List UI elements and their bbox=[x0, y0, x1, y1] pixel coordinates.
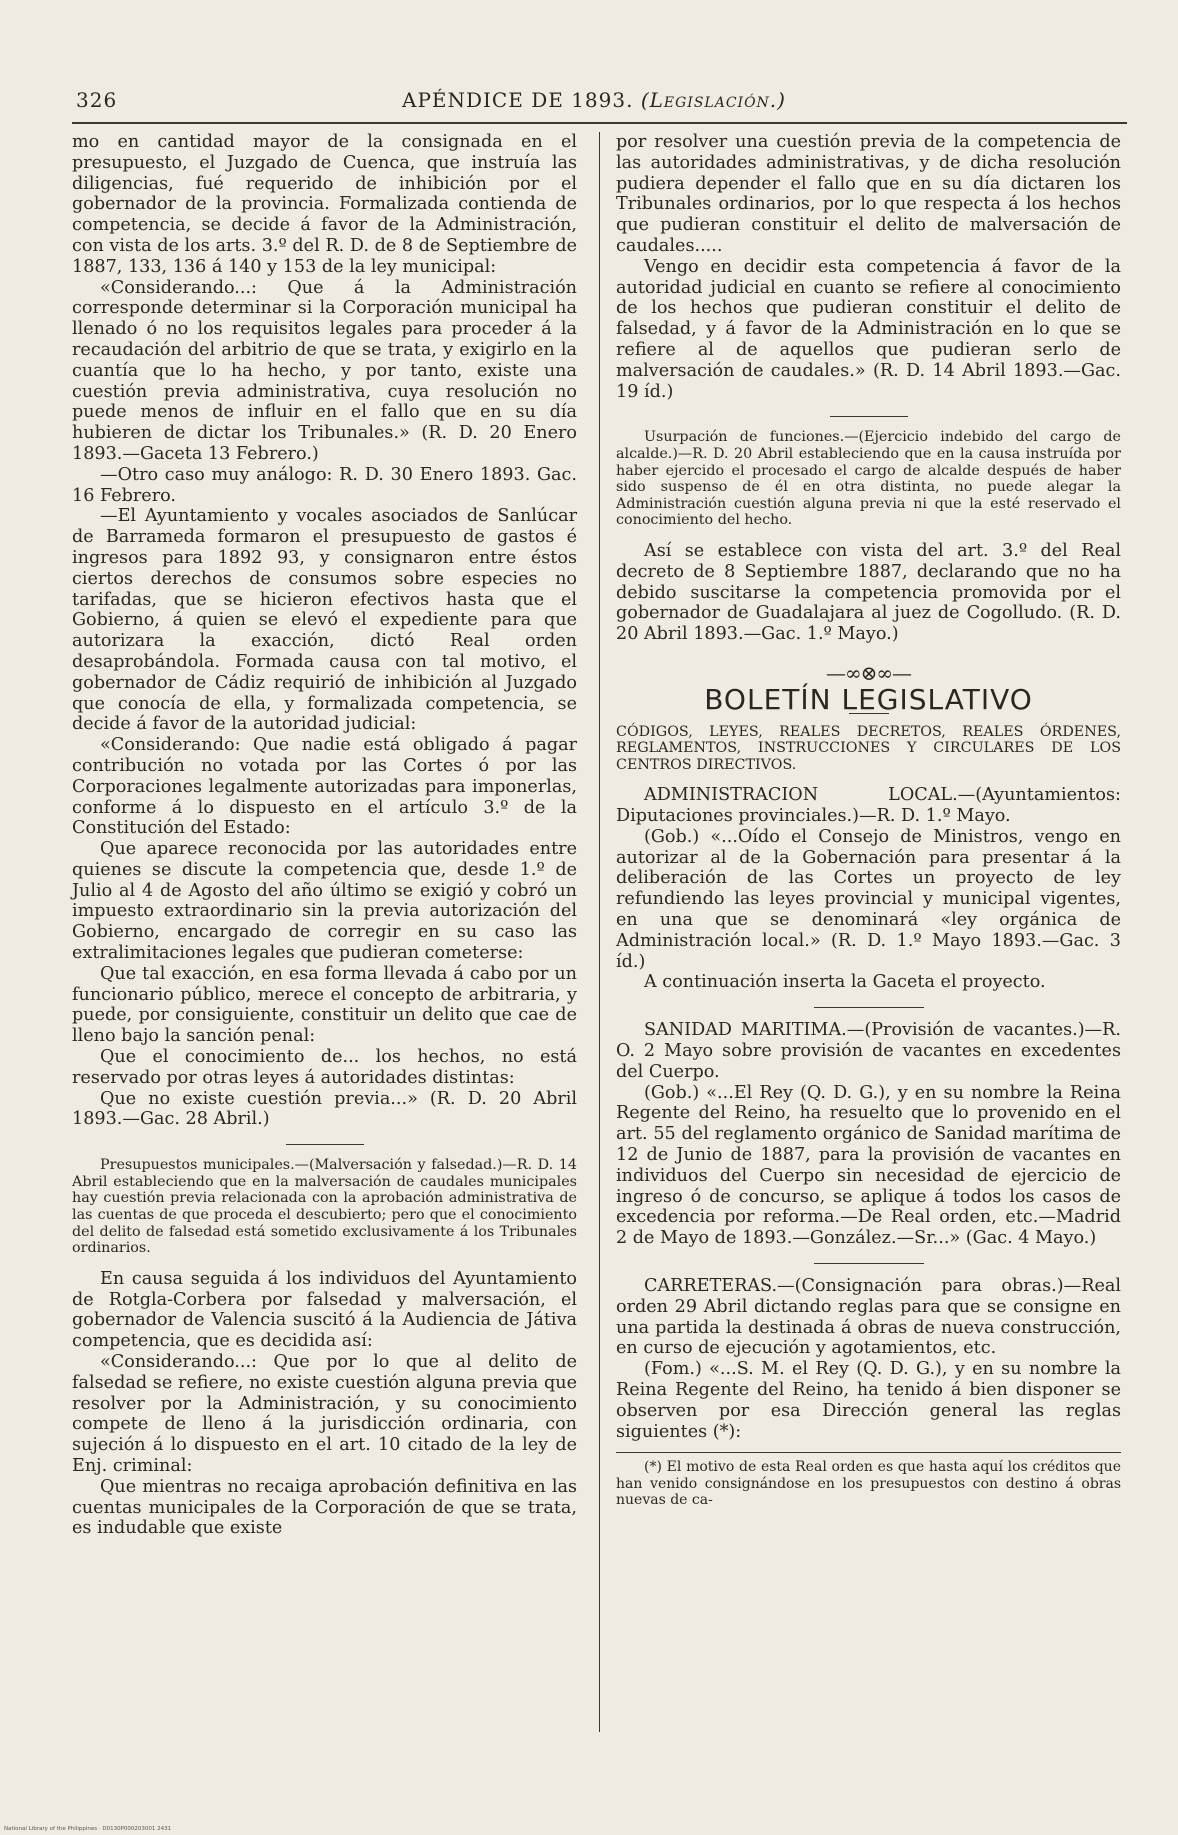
paragraph: A continuación inserta la Gaceta el proyecto. bbox=[644, 972, 1046, 993]
section-summary: Presupuestos municipales.—(Malversación y falsedad.)—R. D. 14 Abril estableciendo que en la malversación de caudales municipales hay cuestión previa relacionada con la aprobación administrativa de las cuentas de que proceda el descubierto; pero que el conocimiento del delito de falsedad está sometido exclusivamente á los Tribunales ordinarios. bbox=[72, 1157, 577, 1257]
page-header bbox=[72, 82, 1127, 124]
paragraph: Que mientras no recaiga aprobación definitiva en las cuentas municipales de la Corporación de que se trata, es indudable que existe bbox=[72, 1476, 577, 1539]
paragraph: «Considerando...: Que á la Administración corresponde determinar si la Corporación municipal ha llenado ó no los requisitos legales para proceder á la recaudación del arbitrio de que se trata, y exigirlo en la cuantía que lo ha hecho, y por tanto, existe una cuestión previa administrativa, cuya resolución no puede menos de influir en el fallo que en su día hubieren de dictar los Tribunales.» (R. D. 20 Enero 1893.—Gaceta 13 Febrero.) bbox=[72, 277, 577, 464]
section-divider bbox=[814, 1263, 924, 1264]
page-number: 326 bbox=[76, 88, 118, 112]
entry-heading: CARRETERAS.—(Consignación para obras.)—Real orden 29 Abril dictando reglas para que se consigne en una partida la destinada á obras de nueva construcción, en curso de ejecución y agotamientos, etc. bbox=[616, 1276, 1121, 1359]
paragraph: Que tal exacción, en esa forma llevada á cabo por un funcionario público, merece el concepto de arbitraria, y puede, por consiguiente, constituir un delito que cae de lleno bajo la sanción penal: bbox=[72, 963, 577, 1047]
scan-label: National Library of the Philippines · D0130P000203001 2431 bbox=[4, 1826, 172, 1832]
running-title bbox=[402, 88, 786, 112]
right-column bbox=[616, 132, 1121, 1509]
paragraph: Que el conocimiento de... los hechos, no está reservado por otras leyes á autoridades distintas: bbox=[72, 1047, 577, 1088]
section-subtitle: CÓDIGOS, LEYES, REALES DECRETOS, REALES ÓRDENES, REGLAMENTOS, INSTRUCCIONES Y CIRCULARES DE LOS CENTROS DIRECTIVOS. bbox=[616, 723, 1121, 773]
paragraph: «Considerando...: Que por lo que al delito de falsedad se refiere, no existe cuestión alguna previa que resolver por la Administración, y su conocimiento compete de lleno á la jurisdicción ordinaria, con sujeción á lo dispuesto en el art. 10 citado de la ley de Enj. criminal: bbox=[72, 1352, 577, 1476]
footnote-rule bbox=[616, 1452, 1121, 1453]
section-summary: Usurpación de funciones.—(Ejercicio indebido del cargo de alcalde.)—R. D. 20 Abril estableciendo que en la causa instruída por haber ejercido el procesado el cargo de alcalde después de haber sido suspenso de él en otra distinta, no puede alegar la Administración cuestión alguna previa ni que la esté reservado el conocimiento del hecho. bbox=[616, 429, 1121, 529]
paragraph: por resolver una cuestión previa de la competencia de las autoridades administrativas, y de dicha resolución pudiera depender el fallo que en su día dictaren los Tribunales ordinarios, por lo que respecta á los hechos que pudieran constituir el delito de malversación de caudales..... bbox=[616, 132, 1121, 256]
paragraph: (Fom.) «...S. M. el Rey (Q. D. G.), y en su nombre la Reina Regente del Reino, ha tenido á bien disponer se observen por esa Dirección general las reglas siguientes (*): bbox=[616, 1359, 1121, 1442]
paragraph: «Considerando: Que nadie está obligado á pagar contribución no votada por las Cortes ó por las Corporaciones legalmente autorizadas para imponerlas, conforme á lo dispuesto en el artículo 3.º de la Constitución del Estado: bbox=[72, 735, 577, 839]
entry-heading: ADMINISTRACION LOCAL.—(Ayuntamientos: Diputaciones provinciales.)—R. D. 1.º Mayo. bbox=[616, 785, 1121, 827]
paragraph: (Gob.) «...El Rey (Q. D. G.), y en su nombre la Reina Regente del Reino, ha resuelto que lo provenido en el art. 55 del reglamento orgánico de Sanidad marítima de 12 de Junio de 1887, para la provisión de vacantes en individuos del Cuerpo sin necesidad de ejercicio de ingreso ó de concurso, se aplique á todos los casos de excedencia por reforma.—De Real orden, etc.—Madrid 2 de Mayo de 1893.—González.—Sr...» (Gac. 4 Mayo.) bbox=[616, 1082, 1121, 1249]
entry-heading: SANIDAD MARITIMA.—(Provisión de vacantes.)—R. O. 2 Mayo sobre provisión de vacantes en excedentes del Cuerpo. bbox=[616, 1020, 1121, 1082]
section-divider bbox=[830, 416, 908, 417]
paragraph: (Gob.) «...Oído el Consejo de Ministros, vengo en autorizar al de la Gobernación para presentar á la deliberación de las Cortes un proyecto de ley refundiendo las leyes provincial y municipal vigentes, en una que se denominará «ley orgánica de Administración local.» (R. D. 1.º Mayo 1893.—Gac. 3 íd.) bbox=[616, 826, 1121, 972]
paragraph: —El Ayuntamiento y vocales asociados de Sanlúcar de Barrameda formaron el presupuesto de gastos é ingresos para 1892 93, y consignaron entre éstos ciertos derechos de consumos sobre especies no tarifadas, que se hicieron efectivos hasta que el Gobierno, á quien se elevó el expediente para que autorizara la exacción, dictó Real orden desaprobándola. Formada causa con tal motivo, el gobernador de Cádiz requirió de inhibición al Juzgado que conocía de ella, y formalizada competencia, se decide á favor de la autoridad judicial: bbox=[72, 506, 577, 735]
section-divider bbox=[814, 1007, 924, 1008]
running-title-sub: (Legislación.) bbox=[640, 88, 786, 112]
paragraph: —Otro caso muy análogo: R. D. 30 Enero 1893. Gac. 16 Febrero. bbox=[72, 464, 577, 506]
column-rule bbox=[599, 132, 600, 1732]
section-title: BOLETÍN LEGISLATIVO bbox=[704, 682, 1033, 716]
paragraph: Así se establece con vista del art. 3.º del Real decreto de 8 Septiembre 1887, declarando que no ha debido suscitarse la competencia promovida por el gobernador de Guadalajara al juez de Cogolludo. (R. D. 20 Abril 1893.—Gac. 1.º Mayo.) bbox=[616, 540, 1121, 645]
footnote: (*) El motivo de esta Real orden es que hasta aquí los créditos que han venido consignándose en los presupuestos con destino á obras nuevas de ca- bbox=[616, 1459, 1121, 1509]
ornament-divider: —∞⊗∞— bbox=[825, 660, 912, 685]
running-title-main: APÉNDICE DE 1893. bbox=[402, 88, 634, 112]
paragraph: Vengo en decidir esta competencia á favor de la autoridad judicial en cuanto se refiere al conocimiento de los hechos que pudieran constituir el delito de falsedad, y á favor de la Administración en lo que se refiere al de aquellos que pudieran serlo de malversación de caudales.» (R. D. 14 Abril 1893.—Gac. 19 íd.) bbox=[616, 256, 1121, 402]
paragraph: mo en cantidad mayor de la consignada en el presupuesto, el Juzgado de Cuenca, que instruía las diligencias, fué requerido de inhibición por el gobernador de la provincia. Formalizada contienda de competencia, se decide á favor de la Administración, con vista de los arts. 3.º del R. D. de 8 de Septiembre de 1887, 133, 136 á 140 y 153 de la ley municipal: bbox=[72, 132, 577, 277]
paragraph: Que aparece reconocida por las autoridades entre quienes se discute la competencia que, desde 1.º de Julio al 4 de Agosto del año último se exigió y cobró un impuesto extraordinario sin la previa autorización del Gobierno, encargado de corregir en su caso las extralimitaciones legales que pudieran cometerse: bbox=[72, 839, 577, 964]
section-divider bbox=[286, 1144, 364, 1145]
left-column bbox=[72, 132, 577, 1539]
paragraph: En causa seguida á los individuos del Ayuntamiento de Rotgla-Corbera por falsedad y malversación, el gobernador de Valencia suscitó á la Audiencia de Játiva competencia, que es decidida así: bbox=[72, 1268, 577, 1352]
paragraph: Que no existe cuestión previa...» (R. D. 20 Abril 1893.—Gac. 28 Abril.) bbox=[72, 1088, 577, 1130]
